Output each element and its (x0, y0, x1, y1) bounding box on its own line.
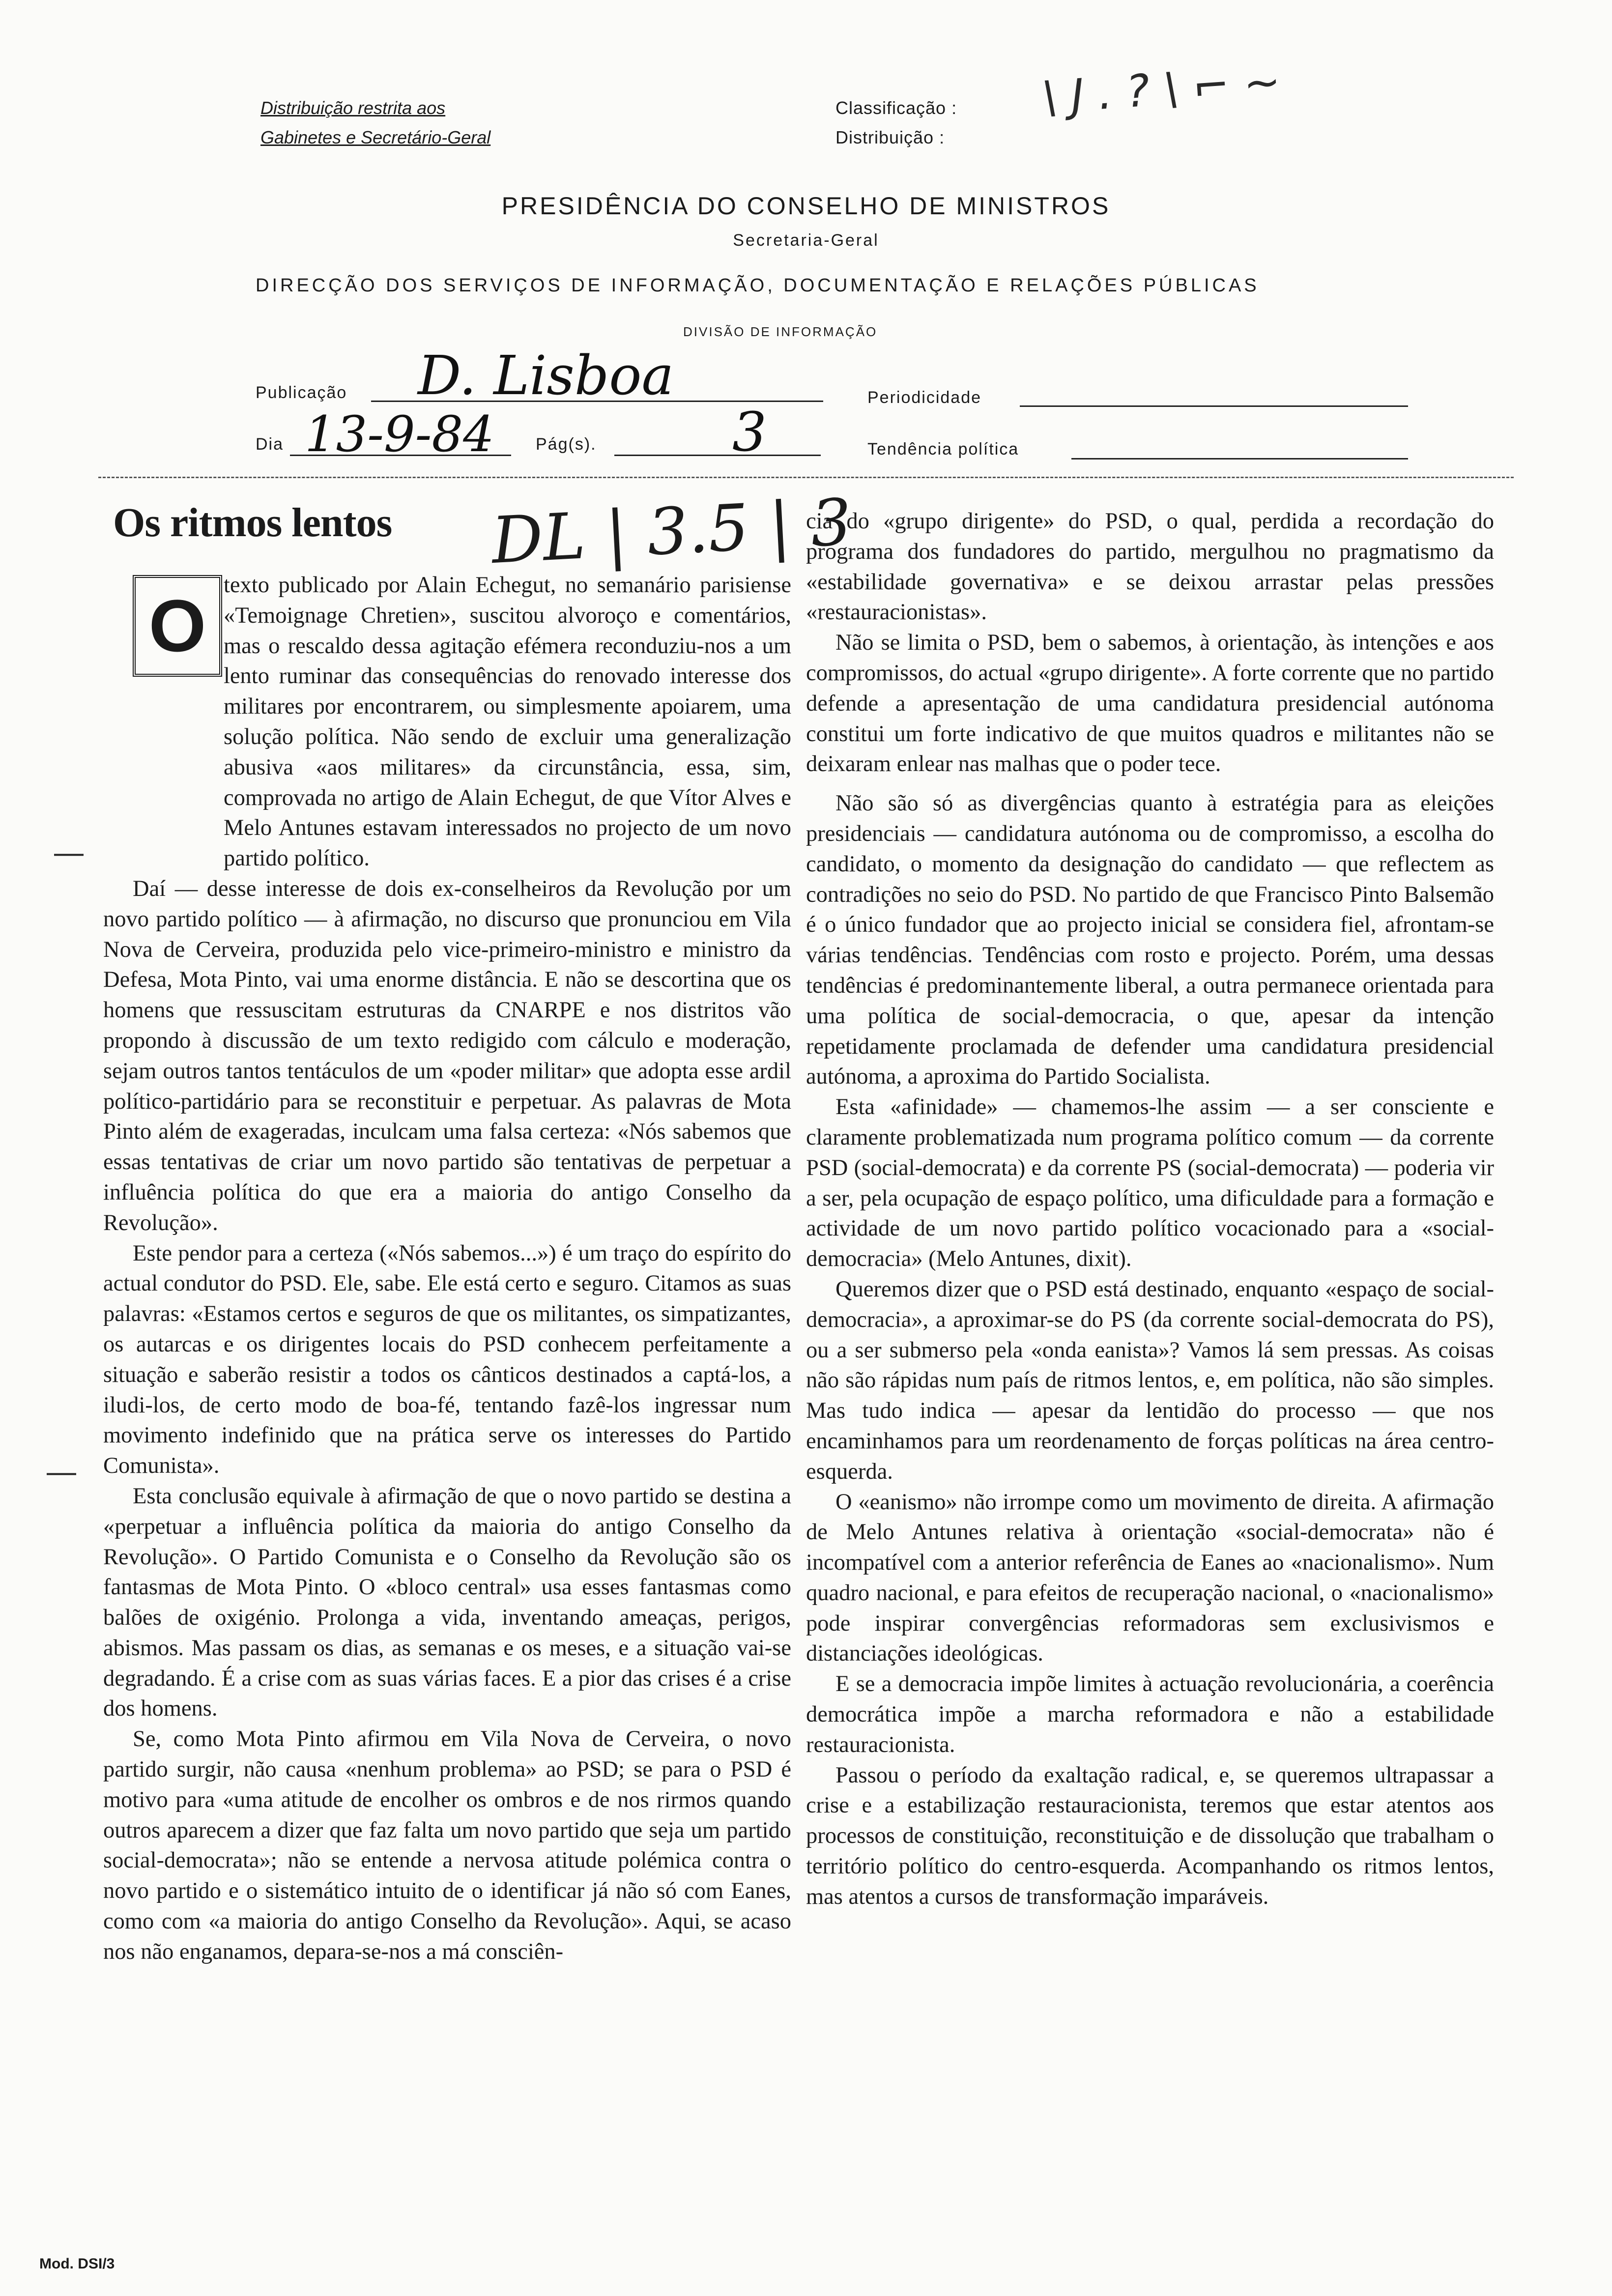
distribution-label: Distribuição : (835, 127, 945, 147)
paragraph: Se, como Mota Pinto afirmou em Vila Nova de Cerveira, o novo partido surgir, não causa «nenhum problema» ao PSD; se para o PSD é motivo para «uma atitude de encolher os ombros e de nos rirmos quando outros aparecem a dizer que faz falta um novo partido que seja um partido social-democrata»; não se entende a nervosa atitude polémica contra o novo partido e o sistemático intuito de o identificar já não só com Eanes, como com «a maioria do antigo Conselho da Revolução». Aqui, se acaso nos não enganamos, depara-se-nos a má consciên- (103, 1726, 791, 1964)
handwritten-code: DL | 3.5 | 3 (489, 484, 854, 578)
classification-label: Classificação : (835, 98, 957, 118)
tendency-line (1071, 458, 1408, 459)
paragraph: O «eanismo» não irrompe como um movimento de direita. A afirmação de Melo Antunes relativa à orientação «social-democrata» não é incompatível com a anterior referência de Eanes ao «nacionalismo». Num quadro nacional, e para efeitos de recuperação nacional, o «nacionalismo» pode inspirar convergências reformadoras sem exclusivismos e distanciações ideológicas. (806, 1489, 1494, 1666)
handwritten-pages: 3 (732, 401, 767, 463)
directorate-title: DIRECÇÃO DOS SERVIÇOS DE INFORMAÇÃO, DOCUMENTAÇÃO E RELAÇÕES PÚBLICAS (256, 275, 1260, 296)
drop-cap: O (133, 575, 222, 677)
paragraph: Não são só as divergências quanto à estratégia para as eleições presidenciais — candidatura autónoma ou de compromisso, a escolha do candidato, o momento da designação do candidato — que reflectem as contradições no seio do PSD. No partido de que Francisco Pinto Balsemão é o único fundador que ao projecto inicial se considera fiel, afrontam-se várias tendências. Tendências com rosto e projecto. Porém, uma dessas tendências é predominantemente liberal, a outra permanece orientada para uma política de social-democracia, o que, apesar da intenção repetidamente proclamada de defender uma candidatura presidencial autónoma, a aproxima do Partido Socialista. (806, 791, 1494, 1090)
pages-line (614, 455, 821, 456)
article-headline: Os ritmos lentos (113, 500, 392, 545)
margin-mark: — (47, 1455, 76, 1488)
paragraph: texto publicado por Alain Echegut, no semanário parisiense «Temoignage Chretien», suscitou alvoroço e comentários, mas o rescaldo dessa agitação efémera reconduziu-nos a um lento ruminar das consequências do renovado interesse dos militares por encontrarem, ou simplesmente apoiarem, uma solução política. Não sendo de excluir uma generalização abusiva «aos militares» da circunstância, essa, sim, comprovada no artigo de Alain Echegut, de que Vítor Alves e Melo Antunes estavam interessados no projecto de um novo partido político. (224, 573, 791, 871)
periodicity-line (1020, 405, 1408, 407)
office-title: PRESIDÊNCIA DO CONSELHO DE MINISTROS (501, 192, 1111, 220)
paragraph: Esta «afinidade» — chamemos-lhe assim — a ser consciente e claramente problematizada num programa político comum — da corrente PSD (social-democrata) e da corrente PS (social-democrata) — poderia vir a ser, pela ocupação de espaço político, uma dificuldade para a formação e actividade de um novo partido político vocacionado para a «social-democracia» (Melo Antunes, dixit). (806, 1094, 1494, 1272)
handwritten-top-note: \ J . ? \ ⌐ ~ (1040, 56, 1283, 124)
margin-mark: — (54, 836, 84, 869)
distribution-line-2: Gabinetes e Secretário-Geral (260, 127, 491, 147)
tendency-label: Tendência política (867, 440, 1019, 459)
article-left-column (103, 570, 791, 1967)
distribution-note (260, 93, 490, 152)
paragraph: Passou o período da exaltação radical, e, se queremos ultrapassar a crise e a estabilização restauracionista, teremos que estar atentos aos processos de constituição, reconstituição e de dissolução que trabalham o território político do centro-esquerda. Acompanhando os ritmos lentos, mas atentos a cursos de transformação imparáveis. (806, 1762, 1494, 1909)
classification-block (835, 93, 957, 152)
article-right-column (806, 506, 1494, 1912)
paragraph: Daí — desse interesse de dois ex-conselheiros da Revolução por um novo partido político — à afirmação, no discurso que pronunciou em Vila Nova de Cerveira, produzida pelo vice-primeiro-ministro e ministro da Defesa, Mota Pinto, vai uma enorme distância. E não se descortina que os homens que ressuscitam estruturas da CNARPE e nos distritos vão propondo à discussão de um texto redigido com cálculo e moderação, sejam outros tantos tentáculos de um «poder militar» que adopta esse ardil político-partidário para se reconstituir e perpetuar. As palavras de Mota Pinto além de exageradas, inculcam uma falsa certeza: «Nós sabemos que essas tentativas de criar um novo partido são tentativas de perpetuar a influência política do que era a maioria do antigo Conselho da Revolução». (103, 876, 791, 1235)
office-subtitle: Secretaria-Geral (733, 231, 879, 250)
paragraph: Esta conclusão equivale à afirmação de que o novo partido se destina a «perpetuar a influência política da maioria do antigo Conselho da Revolução». O Partido Comunista e o Conselho da Revolução são os fantasmas de Mota Pinto. O «bloco central» usa esses fantasmas como balões de oxigénio. Prolonga a vida, inventando ameaças, perigos, abismos. Mas passam os dias, as semanas e os meses, e a situação vai-se degradando. É a crise com as suas várias faces. E a pior das crises é a crise dos homens. (103, 1483, 791, 1722)
handwritten-day: 13-9-84 (305, 405, 494, 463)
handwritten-publication: D. Lisboa (418, 344, 674, 407)
paragraph: Queremos dizer que o PSD está destinado, enquanto «espaço de social-democracia», a aproximar-se do PS (da corrente social-democrata do PS), ou a ser submerso pela «onda eanista»? Vamos lá sem pressas. As coisas não são rápidas num país de ritmos lentos, e, em política, não são simples. Mas tudo indica — apesar da lentidão do processo — que nos encaminhamos para um reordenamento de forças políticas na área centro-esquerda. (806, 1276, 1494, 1484)
paragraph: Este pendor para a certeza («Nós sabemos...») é um traço do espírito do actual condutor do PSD. Ele, sabe. Ele está certo e seguro. Citamos as suas palavras: «Estamos certos e seguros de que os militantes, os simpatizantes, os autarcas e os dirigentes locais do PSD conhecem perfeitamente a situação e saberão resistir a todos os cânticos destinados a captá-los, a iludi-los, de certo modo de boa-fé, tentando fazê-los ingressar num movimento indefinido que na prática serve os interesses do Partido Comunista». (103, 1240, 791, 1479)
pages-label: Pág(s). (536, 435, 597, 454)
day-label: Dia (256, 435, 284, 454)
publication-label: Publicação (256, 383, 347, 402)
paragraph: E se a democracia impõe limites à actuação revolucionária, a coerência democrática impõe a marcha reformadora e não a estabilidade restauracionista. (806, 1671, 1494, 1757)
distribution-line-1: Distribuição restrita aos (260, 98, 446, 118)
paragraph: Não se limita o PSD, bem o sabemos, à orientação, às intenções e aos compromissos, do actual «grupo dirigente». A forte corrente que no partido defende a apresentação de uma candidatura presidencial autónoma constitui um forte indicativo de que muitos quadros e militantes não se deixaram enlear nas malhas que o poder tece. (806, 630, 1494, 777)
periodicity-label: Periodicidade (867, 388, 982, 407)
division-title: DIVISÃO DE INFORMAÇÃO (683, 324, 878, 339)
form-model-number: Mod. DSI/3 (39, 2256, 115, 2272)
paragraph: cia do «grupo dirigente» do PSD, o qual, perdida a recordação do programa dos fundadores do partido, mergulhou no pragmatismo da «estabilidade governativa» e se deixou arrastar pelas pressões «restauracionistas». (806, 509, 1494, 625)
